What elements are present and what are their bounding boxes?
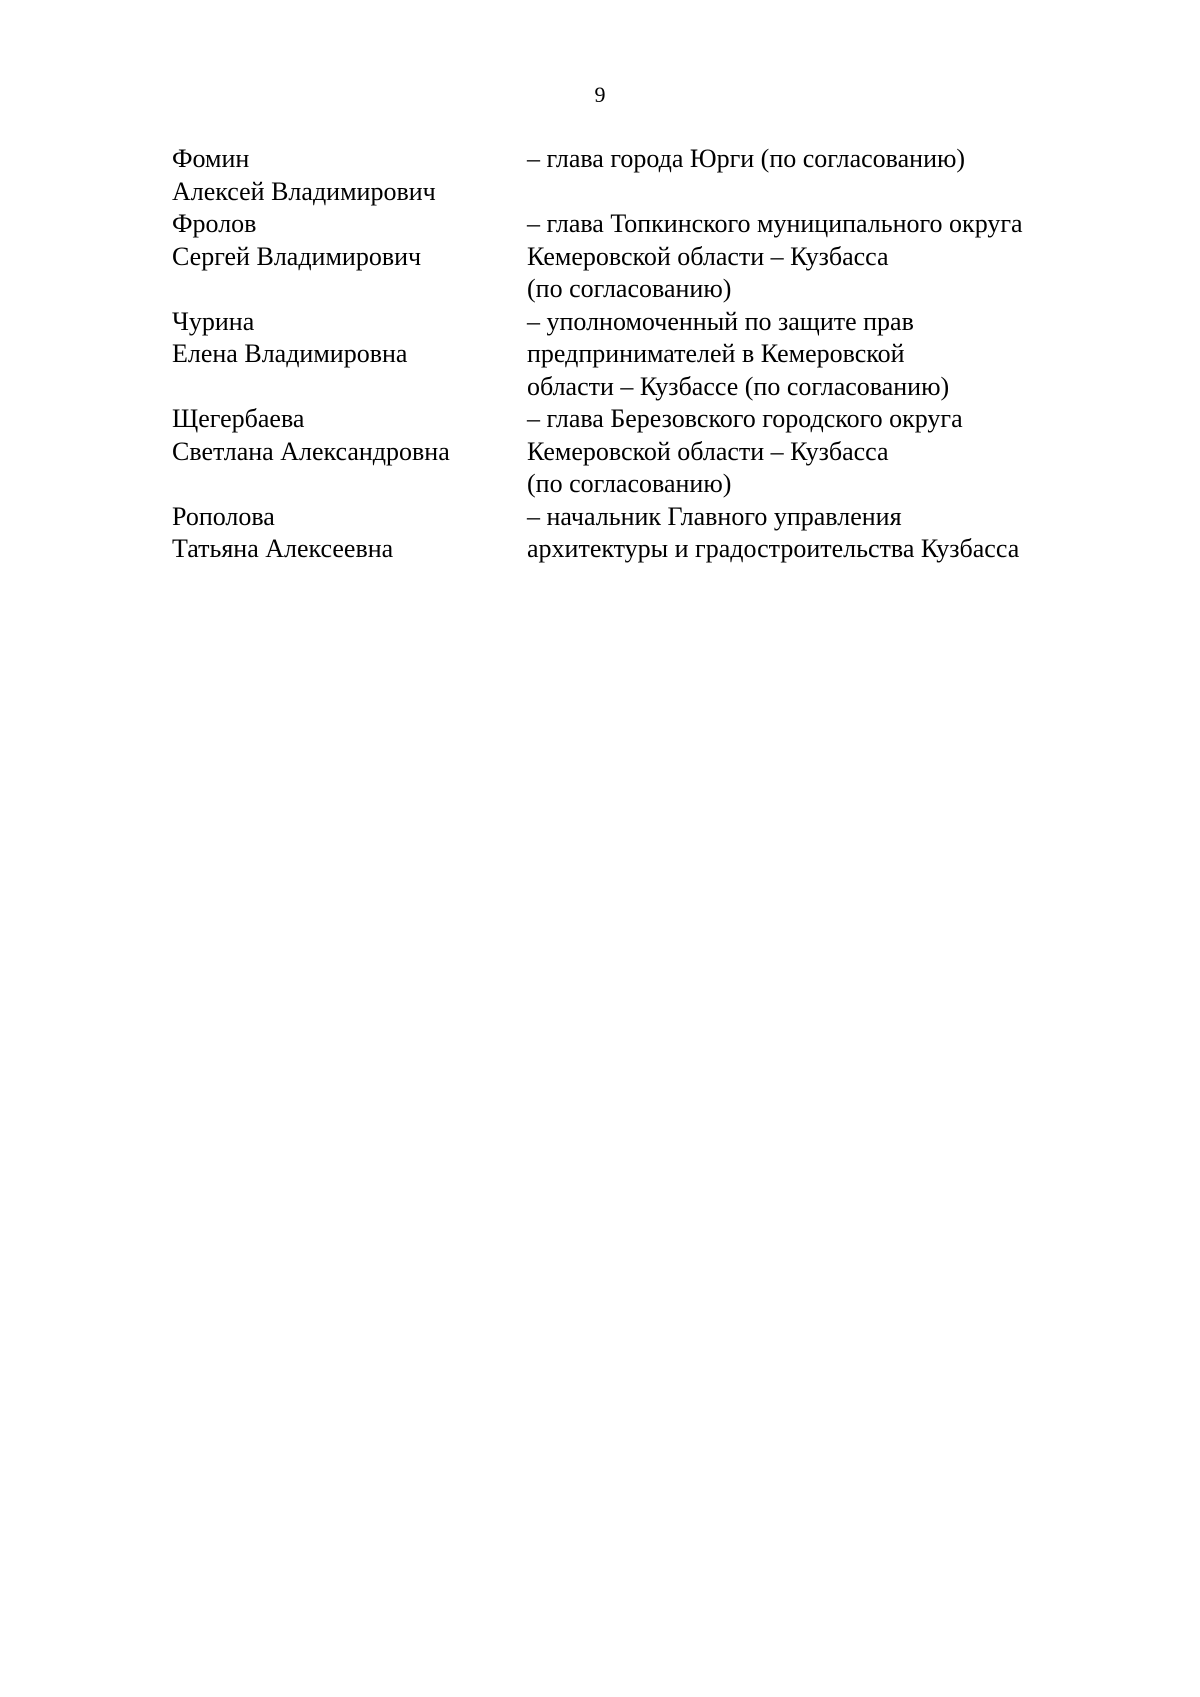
- member-role-line: предпринимателей в Кемеровской: [527, 339, 905, 368]
- member-role-line: – начальник Главного управления: [527, 501, 902, 531]
- member-role-line: Кемеровской области – Кузбасса: [527, 241, 889, 271]
- member-surname: Щегербаева: [172, 404, 305, 433]
- member-surname: Фомин: [172, 144, 250, 173]
- member-role-line: (по согласованию): [527, 469, 732, 498]
- member-given-names: Татьяна Алексеевна: [172, 534, 394, 563]
- member-given-names: Алексей Владимирович: [172, 176, 436, 206]
- member-role-line: – уполномоченный по защите прав: [527, 306, 914, 336]
- member-surname: Рополова: [172, 501, 275, 531]
- member-role-line: области – Кузбассе (по согласованию): [527, 371, 950, 401]
- member-role-line: архитектуры и градостроительства Кузбасса: [527, 534, 1020, 563]
- member-surname: Чурина: [172, 306, 255, 336]
- member-name: [172, 501, 527, 566]
- member-given-names: Елена Владимировна: [172, 339, 408, 368]
- member-entry: [172, 208, 1122, 306]
- member-surname: Фролов: [172, 209, 257, 238]
- member-entry: [172, 403, 1122, 501]
- member-entry: [172, 143, 1122, 208]
- member-name: [172, 306, 527, 371]
- member-role-line: (по согласованию): [527, 274, 732, 303]
- member-role-line: Кемеровской области – Кузбасса: [527, 436, 889, 466]
- member-given-names: Светлана Александровна: [172, 436, 450, 466]
- member-role: [527, 403, 1122, 501]
- member-list: [172, 143, 1122, 566]
- member-entry: [172, 501, 1122, 566]
- member-role: [527, 143, 1122, 176]
- member-role: [527, 306, 1122, 404]
- member-name: [172, 403, 527, 468]
- member-role-line: – глава города Юрги (по согласованию): [527, 144, 966, 173]
- member-role-line: – глава Топкинского муниципального округа: [527, 209, 1023, 238]
- member-role: [527, 501, 1122, 566]
- member-role: [527, 208, 1122, 306]
- page-number: 9: [594, 82, 606, 107]
- member-entry: [172, 306, 1122, 404]
- member-name: [172, 143, 527, 208]
- member-role-line: – глава Березовского городского округа: [527, 404, 963, 433]
- member-name: [172, 208, 527, 273]
- member-given-names: Сергей Владимирович: [172, 241, 422, 271]
